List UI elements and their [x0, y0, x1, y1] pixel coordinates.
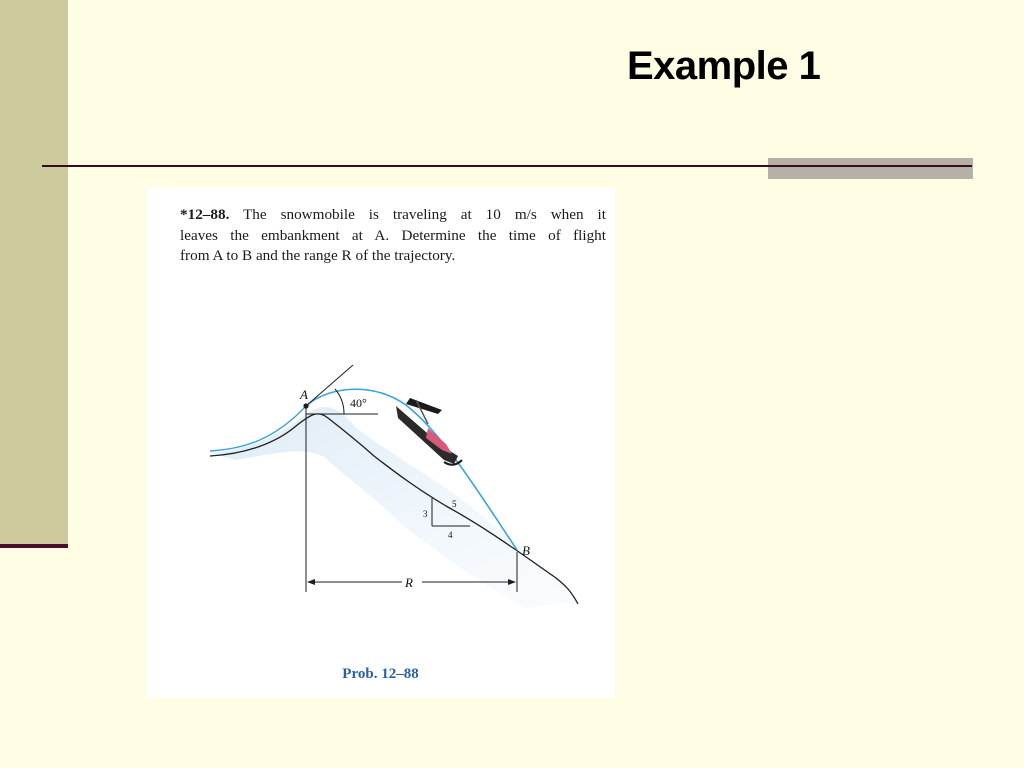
problem-number: *12–88.: [180, 206, 230, 223]
velocity-direction-line: [306, 365, 353, 406]
slope-hyp-label: 5: [452, 499, 457, 509]
problem-line-3: from A to B and the range R of the trajectory.: [180, 247, 456, 264]
title-rule-accent: [768, 158, 973, 179]
angle-label: 40°: [350, 396, 367, 410]
snowmobile-illustration: [396, 398, 462, 465]
slope-run-label: 4: [448, 530, 453, 540]
slope-rise-label: 3: [423, 509, 428, 519]
left-band-rule: [0, 544, 68, 548]
trajectory-diagram: [146, 188, 615, 658]
left-decorative-band: [0, 0, 68, 545]
title-rule: [42, 165, 972, 167]
point-a-label: A: [300, 387, 308, 402]
slide-title: Example 1: [627, 44, 821, 88]
range-arrow-left: [307, 579, 315, 585]
problem-line-2: leaves the embankment at A. Determine the time of flight: [180, 226, 606, 244]
problem-line-1: The snowmobile is traveling at 10 m/s when it: [243, 206, 606, 223]
figure-caption: Prob. 12–88: [342, 666, 419, 682]
problem-figure: [146, 188, 615, 698]
point-b-label: B: [522, 543, 530, 558]
range-label: R: [405, 575, 413, 590]
